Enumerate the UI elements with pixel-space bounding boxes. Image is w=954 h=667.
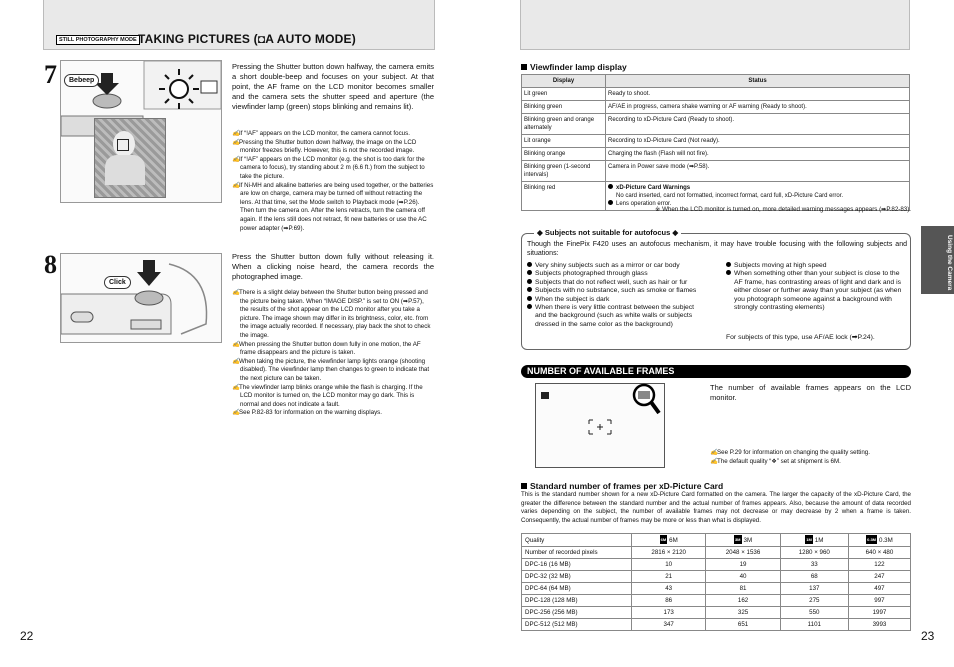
viewfinder-footnote: ※ When the LCD monitor is turned on, more detailed warning messages appears (➡P.82-83). [655, 206, 911, 213]
table-row: DPC-512 (512 MB) 347 651 1101 3993 [522, 619, 911, 631]
viewfinder-table [521, 74, 910, 211]
step-8-text: Press the Shutter button down fully without releasing it. When a clicking noise heard, the camera records the photographed image. [232, 252, 434, 281]
quality-badge: 0.3M [867, 537, 877, 542]
table-row: DPC-256 (256 MB) 173 325 550 1997 [522, 607, 911, 619]
quality-badge: 3M [734, 537, 741, 542]
note-item: ✍See P.82-83 for information on the warning displays. [232, 409, 382, 417]
mode-tag: STILL PHOTOGRAPHY MODE [56, 35, 140, 45]
list-item: When there is very little contrast between the subject and the background (such as white walls or subjects dressed in the same color as the background) [527, 304, 707, 329]
lcd-monitor-illustration [535, 383, 665, 468]
right-page [477, 0, 954, 667]
note-icon: ✍ [710, 457, 718, 465]
page-number-right: 23 [921, 629, 935, 643]
side-tab-using-camera[interactable]: Using the Camera [921, 226, 954, 294]
standard-frames-text: This is the standard number shown for a new xD-Picture Card formatted on the camera. The larger the capacity of the xD-Picture Card, the greater the difference between the standard number and the actual number of frames appears. Also, because the amount of data recorded varies depending on the subject, the number of available frames may not decrease or may decrease by 2 when a frame is taken. Consequently, the actual number of frames may be more or less than what is displayed. [521, 491, 911, 524]
frames-notes [710, 449, 911, 466]
note-item: ✍See P.29 for information on changing the quality setting. [710, 449, 870, 456]
table-row: Blinking green and orange alternately Recording to xD-Picture Card (Ready to shoot). [522, 114, 910, 135]
step-8-notes [232, 289, 434, 418]
camera-mode-icon [541, 392, 549, 399]
viewfinder-heading: Viewfinder lamp display [521, 62, 627, 72]
table-row: DPC-16 (16 MB) 10 19 33 122 [522, 559, 911, 571]
table-header-row: Quality 6M 6M 3M 3M 1M 1M 0.3M 0.3M [522, 534, 911, 547]
frames-table [521, 533, 911, 631]
note-icon: ✍ [232, 181, 240, 189]
list-item: Subjects that do not reflect well, such as hair or fur [527, 279, 707, 287]
step-7-notes [232, 130, 434, 233]
note-item: ✍The viewfinder lamp blinks orange while the flash is charging. If the LCD monitor is turned on, the LCD monitor may go dark. This is normal and does not indicate a fault. [232, 383, 423, 408]
autofocus-footer: For subjects of this type, use AF/AE lock (➡P.24). [726, 334, 875, 341]
note-icon: ✍ [232, 383, 240, 391]
note-icon: ✍ [232, 130, 240, 137]
table-row: Lit orange Recording to xD-Picture Card (Not ready). [522, 135, 910, 148]
note-item: ✍If “!AF” appears on the LCD monitor (e.g. the shot is too dark for the camera to focus), try standing about 2 m (6.6 ft.) from the subject to take the picture. [232, 155, 425, 180]
step-8-illustration [60, 253, 222, 343]
list-item: Subjects moving at high speed [726, 262, 906, 270]
table-row: DPC-128 (128 MB) 86 162 275 997 [522, 595, 911, 607]
page-number-left: 22 [20, 629, 34, 643]
table-row: Blinking green AF/AE in progress, camera shake warning or AF warning (Ready to shoot). [522, 101, 910, 114]
step-7-illustration [60, 60, 222, 203]
list-item: When something other than your subject is close to the AF frame, has contrasting areas of light and dark and is either closer or further away than your subject (as when you photograph someone against a background with strongly contrasting elements) [726, 270, 906, 312]
frames-text: The number of available frames appears on the LCD monitor. [710, 383, 911, 402]
autofocus-left-list [527, 262, 707, 329]
list-item: Very shiny subjects such as a mirror or car body [527, 262, 707, 270]
autofocus-intro: Though the FinePix F420 uses an autofocus mechanism, it may have trouble focusing with the following subjects and situations: [527, 241, 907, 257]
step-8-number: 8 [44, 250, 57, 279]
camera-fullpress-drawing [61, 254, 221, 342]
note-icon: ✍ [232, 409, 240, 417]
table-row: Blinking green (1-second intervals) Camera in Power save mode (➡P.58). [522, 161, 910, 182]
note-item: ✍The default quality “❖” set at shipment is 6M. [710, 457, 841, 465]
note-icon: ✍ [232, 289, 240, 296]
note-icon: ✍ [710, 449, 718, 456]
step-7-number: 7 [44, 60, 57, 89]
autofocus-title: ◆ Subjects not suitable for autofocus ◆ [534, 228, 681, 237]
note-item: ✍Pressing the Shutter button down halfway, the image on the LCD monitor freezes briefly. However, this is not the recorded image. [232, 138, 417, 155]
standard-frames-heading: Standard number of frames per xD-Picture Card [521, 481, 723, 491]
header-band [520, 0, 910, 50]
frames-heading: NUMBER OF AVAILABLE FRAMES [521, 365, 911, 378]
list-item: Subjects with no substance, such as smoke or flames [527, 287, 707, 295]
note-item: ✍If Ni-MH and alkaline batteries are being used together, or the batteries are low on charge, camera may be turned off without retracting the lens. At that time, set the Mode switch to Playback mode (➡P.26). Then turn the camera on. After the lens retracts, turn the camera off again. If the lens still does not retract, fit new batteries or use the AC power adapter (➡P.69). [232, 181, 434, 232]
autofocus-right-list [726, 262, 906, 312]
table-row: Lit green Ready to shoot. [522, 88, 910, 101]
note-item: ✍There is a slight delay between the Shutter button being pressed and the picture being taken. When “IMAGE DISP.” is set to ON (➡P.57), the results of the shot appear on the LCD monitor after you take a picture. The image shown may differ in its brightness, color, etc. from the image actually recorded. If necessary, play back the shot to check the image. [232, 289, 431, 339]
af-frame [117, 139, 129, 151]
note-item: ✍If “!AF” appears on the LCD monitor, the camera cannot focus. [232, 130, 410, 137]
list-item: When the subject is dark [527, 296, 707, 304]
note-item: ✍When taking the picture, the viewfinder lamp lights orange (shooting disabled). The viewfinder lamp then changes to green to indicate that the next picture can be taken. [232, 357, 430, 382]
table-row: DPC-64 (64 MB) 43 81 137 497 [522, 583, 911, 595]
quality-badge: 6M [660, 537, 667, 542]
portrait-photo [94, 118, 166, 198]
beep-bubble: Bebeep [64, 74, 99, 87]
note-icon: ✍ [232, 340, 240, 348]
note-icon: ✍ [232, 357, 240, 365]
click-bubble: Click [104, 276, 131, 289]
table-row: DPC-32 (32 MB) 21 40 68 247 [522, 571, 911, 583]
note-icon: ✍ [232, 138, 240, 146]
note-icon: ✍ [232, 155, 240, 163]
step-7-text: Pressing the Shutter button down halfway, the camera emits a short double-beep and focuses on your subject. At that point, the AF frame on the LCD monitor becomes smaller and the camera sets the shutter speed and aperture (the viewfinder lamp (green) stops blinking and remains lit). [232, 62, 434, 111]
note-item: ✍When pressing the Shutter button down fully in one motion, the AF frame disappears and the picture is taken. [232, 340, 421, 357]
column-header: Display [522, 75, 606, 88]
table-row: Blinking red xD-Picture Card Warnings No card inserted, card not formatted, incorrect format, card full, xD-Picture Card error. Lens operation error. [522, 182, 910, 211]
column-header: Status [606, 75, 910, 88]
table-row: Number of recorded pixels 2816 × 2120 2048 × 1536 1280 × 960 640 × 480 [522, 547, 911, 559]
page-title: TAKING PICTURES (◘A AUTO MODE) [138, 32, 356, 46]
magnifier-icon [632, 383, 662, 419]
list-item: Subjects photographed through glass [527, 270, 707, 278]
table-row: Blinking orange Charging the flash (Flash will not fire). [522, 148, 910, 161]
quality-badge: 1M [806, 537, 812, 542]
